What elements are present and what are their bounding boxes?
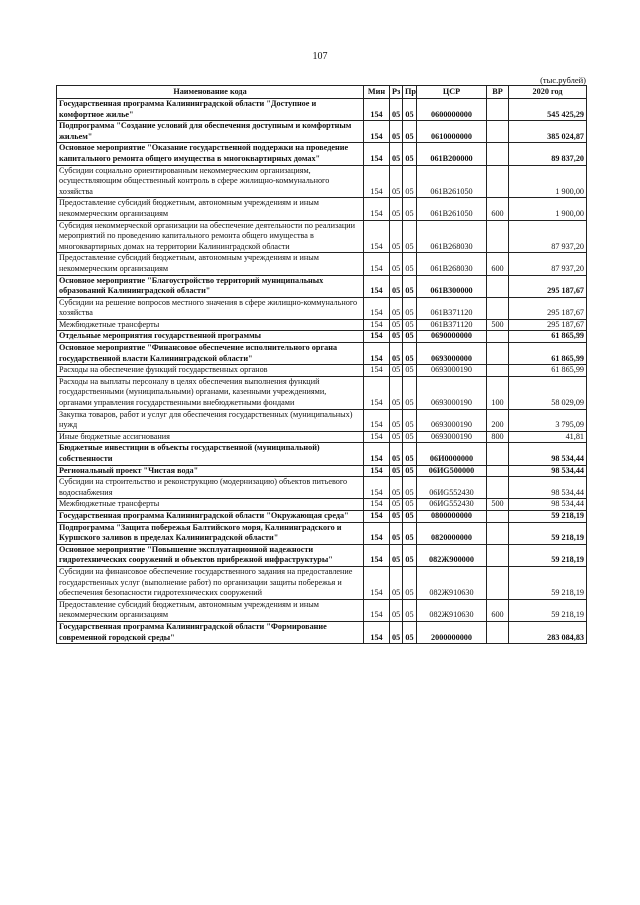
row-pr: 05 <box>403 198 417 220</box>
row-min: 154 <box>364 365 390 377</box>
row-pr: 05 <box>403 465 417 477</box>
table-row <box>57 499 587 511</box>
table-row <box>57 165 587 198</box>
table-row <box>57 621 587 643</box>
row-csr: 082Ж900000 <box>417 544 487 566</box>
header-row <box>57 86 587 99</box>
row-csr: 06И0000000 <box>417 443 487 465</box>
row-min: 154 <box>364 544 390 566</box>
row-sum: 295 187,67 <box>509 319 587 331</box>
row-csr: 061В261050 <box>417 198 487 220</box>
row-pr: 05 <box>403 566 417 599</box>
row-name: Бюджетные инвестиции в объекты государственной (муниципальной) собственности <box>57 443 364 465</box>
row-pr: 05 <box>403 275 417 297</box>
row-name: Отдельные мероприятия государственной программы <box>57 331 364 343</box>
row-sum: 385 024,87 <box>509 121 587 143</box>
row-csr: 082Ж910630 <box>417 599 487 621</box>
table-row <box>57 443 587 465</box>
row-name: Государственная программа Калининградской области "Окружающая среда" <box>57 510 364 522</box>
row-sum: 59 218,19 <box>509 510 587 522</box>
row-vr <box>487 621 509 643</box>
row-min: 154 <box>364 275 390 297</box>
row-pr: 05 <box>403 544 417 566</box>
row-rz: 05 <box>390 409 403 431</box>
row-rz: 05 <box>390 365 403 377</box>
row-pr: 05 <box>403 165 417 198</box>
row-name: Основное мероприятие "Повышение эксплуатационной надежности гидротехнических сооружений и объектов прибрежной инфраструктуры" <box>57 544 364 566</box>
row-name: Подпрограмма "Защита побережья Балтийского моря, Калининградского и Куршского заливов в пределах Калининградской области" <box>57 522 364 544</box>
row-min: 154 <box>364 621 390 643</box>
row-name: Расходы на выплаты персоналу в целях обеспечения выполнения функций государственными (муниципальными) органами, казенными учреждениями, органами управления государственными внебюджетными фондами <box>57 376 364 409</box>
row-rz: 05 <box>390 465 403 477</box>
row-pr: 05 <box>403 220 417 253</box>
row-vr: 800 <box>487 431 509 443</box>
row-rz: 05 <box>390 522 403 544</box>
row-min: 154 <box>364 599 390 621</box>
row-name: Субсидии на решение вопросов местного значения в сфере жилищно-коммунального хозяйства <box>57 297 364 319</box>
row-sum: 61 865,99 <box>509 331 587 343</box>
row-rz: 05 <box>390 376 403 409</box>
row-sum: 41,81 <box>509 431 587 443</box>
row-sum: 59 218,19 <box>509 544 587 566</box>
row-rz: 05 <box>390 343 403 365</box>
row-sum: 295 187,67 <box>509 275 587 297</box>
page-number: 107 <box>312 51 328 62</box>
row-rz: 05 <box>390 253 403 275</box>
row-rz: 05 <box>390 477 403 499</box>
row-rz: 05 <box>390 431 403 443</box>
table-row <box>57 121 587 143</box>
row-vr: 500 <box>487 319 509 331</box>
row-pr: 05 <box>403 499 417 511</box>
row-min: 154 <box>364 143 390 165</box>
row-sum: 61 865,99 <box>509 343 587 365</box>
row-rz: 05 <box>390 99 403 121</box>
table-row <box>57 343 587 365</box>
row-vr <box>487 522 509 544</box>
table-row <box>57 510 587 522</box>
table-row <box>57 566 587 599</box>
row-rz: 05 <box>390 499 403 511</box>
row-sum: 59 218,19 <box>509 599 587 621</box>
row-csr: 061В268030 <box>417 220 487 253</box>
row-min: 154 <box>364 376 390 409</box>
row-min: 154 <box>364 198 390 220</box>
row-sum: 89 837,20 <box>509 143 587 165</box>
row-sum: 283 084,83 <box>509 621 587 643</box>
row-rz: 05 <box>390 275 403 297</box>
table-row <box>57 431 587 443</box>
row-min: 154 <box>364 331 390 343</box>
row-sum: 59 218,19 <box>509 566 587 599</box>
row-sum: 545 425,29 <box>509 99 587 121</box>
row-pr: 05 <box>403 143 417 165</box>
header-vr: ВР <box>487 86 509 99</box>
budget-table <box>56 85 587 644</box>
row-rz: 05 <box>390 121 403 143</box>
row-pr: 05 <box>403 99 417 121</box>
row-vr <box>487 99 509 121</box>
row-pr: 05 <box>403 319 417 331</box>
row-vr <box>487 143 509 165</box>
row-sum: 98 534,44 <box>509 499 587 511</box>
row-csr: 0800000000 <box>417 510 487 522</box>
row-min: 154 <box>364 499 390 511</box>
row-vr <box>487 477 509 499</box>
table-row <box>57 376 587 409</box>
row-sum: 1 900,00 <box>509 165 587 198</box>
row-pr: 05 <box>403 376 417 409</box>
row-csr: 0600000000 <box>417 99 487 121</box>
row-csr: 061В371120 <box>417 319 487 331</box>
row-csr: 0610000000 <box>417 121 487 143</box>
row-sum: 87 937,20 <box>509 253 587 275</box>
row-pr: 05 <box>403 331 417 343</box>
row-min: 154 <box>364 343 390 365</box>
row-vr <box>487 510 509 522</box>
row-vr <box>487 544 509 566</box>
row-pr: 05 <box>403 409 417 431</box>
table-row <box>57 465 587 477</box>
row-min: 154 <box>364 165 390 198</box>
row-vr: 600 <box>487 198 509 220</box>
row-csr: 06ИG552430 <box>417 499 487 511</box>
row-name: Основное мероприятие "Оказание государственной поддержки на проведение капитального ремонта общего имущества в многоквартирных домах" <box>57 143 364 165</box>
row-rz: 05 <box>390 198 403 220</box>
row-csr: 0693000190 <box>417 365 487 377</box>
row-vr <box>487 566 509 599</box>
table-row <box>57 220 587 253</box>
row-name: Межбюджетные трансферты <box>57 499 364 511</box>
row-sum: 1 900,00 <box>509 198 587 220</box>
row-pr: 05 <box>403 365 417 377</box>
row-rz: 05 <box>390 331 403 343</box>
row-sum: 295 187,67 <box>509 297 587 319</box>
row-vr <box>487 275 509 297</box>
row-sum: 59 218,19 <box>509 522 587 544</box>
row-rz: 05 <box>390 621 403 643</box>
row-min: 154 <box>364 220 390 253</box>
row-csr: 06ИG552430 <box>417 477 487 499</box>
row-csr: 061В371120 <box>417 297 487 319</box>
row-name: Подпрограмма "Создание условий для обеспечения доступным и комфортным жильем" <box>57 121 364 143</box>
table-row <box>57 544 587 566</box>
row-rz: 05 <box>390 319 403 331</box>
row-vr: 500 <box>487 499 509 511</box>
row-name: Предоставление субсидий бюджетным, автономным учреждениям и иным некоммерческим организациям <box>57 599 364 621</box>
row-vr <box>487 443 509 465</box>
row-csr: 061В268030 <box>417 253 487 275</box>
row-name: Субсидии социально ориентированным некоммерческим организациям, осуществляющим общественный контроль в сфере жилищно-коммунального хозяйства <box>57 165 364 198</box>
row-name: Предоставление субсидий бюджетным, автономным учреждениям и иным некоммерческим организациям <box>57 253 364 275</box>
row-pr: 05 <box>403 477 417 499</box>
table-row <box>57 331 587 343</box>
table-row <box>57 99 587 121</box>
row-pr: 05 <box>403 431 417 443</box>
table-row <box>57 253 587 275</box>
row-rz: 05 <box>390 510 403 522</box>
row-vr <box>487 297 509 319</box>
row-csr: 06ИG500000 <box>417 465 487 477</box>
row-rz: 05 <box>390 443 403 465</box>
header-year: 2020 год <box>509 86 587 99</box>
row-min: 154 <box>364 409 390 431</box>
row-min: 154 <box>364 297 390 319</box>
row-min: 154 <box>364 477 390 499</box>
row-min: 154 <box>364 253 390 275</box>
row-rz: 05 <box>390 544 403 566</box>
row-csr: 2000000000 <box>417 621 487 643</box>
table-row <box>57 275 587 297</box>
row-name: Региональный проект "Чистая вода" <box>57 465 364 477</box>
row-pr: 05 <box>403 253 417 275</box>
row-min: 154 <box>364 319 390 331</box>
row-name: Основное мероприятие "Финансовое обеспечение исполнительного органа государственной власти Калининградской области" <box>57 343 364 365</box>
row-pr: 05 <box>403 343 417 365</box>
table-row <box>57 319 587 331</box>
row-rz: 05 <box>390 297 403 319</box>
row-vr: 600 <box>487 599 509 621</box>
header-min: Мин <box>364 86 390 99</box>
row-csr: 061В200000 <box>417 143 487 165</box>
row-csr: 061В261050 <box>417 165 487 198</box>
row-vr: 100 <box>487 376 509 409</box>
row-csr: 0693000000 <box>417 343 487 365</box>
row-sum: 3 795,09 <box>509 409 587 431</box>
row-vr <box>487 465 509 477</box>
row-name: Расходы на обеспечение функций государственных органов <box>57 365 364 377</box>
table-row <box>57 477 587 499</box>
row-vr <box>487 365 509 377</box>
header-pr: Пр <box>403 86 417 99</box>
row-pr: 05 <box>403 621 417 643</box>
row-pr: 05 <box>403 121 417 143</box>
row-min: 154 <box>364 510 390 522</box>
row-csr: 082Ж910630 <box>417 566 487 599</box>
table-row <box>57 522 587 544</box>
row-vr <box>487 121 509 143</box>
row-vr: 600 <box>487 253 509 275</box>
row-vr <box>487 331 509 343</box>
row-name: Межбюджетные трансферты <box>57 319 364 331</box>
row-rz: 05 <box>390 566 403 599</box>
row-min: 154 <box>364 431 390 443</box>
row-csr: 0690000000 <box>417 331 487 343</box>
row-sum: 87 937,20 <box>509 220 587 253</box>
row-vr <box>487 220 509 253</box>
row-name: Государственная программа Калининградской области "Формирование современной городской среды" <box>57 621 364 643</box>
row-sum: 98 534,44 <box>509 477 587 499</box>
row-sum: 58 029,09 <box>509 376 587 409</box>
row-csr: 061В300000 <box>417 275 487 297</box>
row-min: 154 <box>364 99 390 121</box>
row-name: Государственная программа Калининградской области "Доступное и комфортное жилье" <box>57 99 364 121</box>
row-name: Закупка товаров, работ и услуг для обеспечения государственных (муниципальных) нужд <box>57 409 364 431</box>
header-name: Наименование кода <box>57 86 364 99</box>
row-vr <box>487 165 509 198</box>
table-row <box>57 599 587 621</box>
row-vr: 200 <box>487 409 509 431</box>
header-rz: Рз <box>390 86 403 99</box>
row-vr <box>487 343 509 365</box>
table-row <box>57 198 587 220</box>
row-rz: 05 <box>390 220 403 253</box>
table-row <box>57 143 587 165</box>
row-name: Субсидии на финансовое обеспечение государственного задания на предоставление государственных услуг (выполнение работ) по организации защиты побережья и обеспечения безопасности гидротехнических сооружений <box>57 566 364 599</box>
row-csr: 0693000190 <box>417 409 487 431</box>
table-row <box>57 297 587 319</box>
row-sum: 98 534,44 <box>509 443 587 465</box>
row-min: 154 <box>364 566 390 599</box>
row-sum: 98 534,44 <box>509 465 587 477</box>
row-csr: 0820000000 <box>417 522 487 544</box>
row-min: 154 <box>364 443 390 465</box>
row-min: 154 <box>364 465 390 477</box>
row-name: Субсидии на строительство и реконструкцию (модернизацию) объектов питьевого водоснабжения <box>57 477 364 499</box>
row-rz: 05 <box>390 143 403 165</box>
table-row <box>57 365 587 377</box>
row-pr: 05 <box>403 599 417 621</box>
row-sum: 61 865,99 <box>509 365 587 377</box>
row-min: 154 <box>364 522 390 544</box>
row-pr: 05 <box>403 297 417 319</box>
row-rz: 05 <box>390 599 403 621</box>
row-name: Предоставление субсидий бюджетным, автономным учреждениям и иным некоммерческим организациям <box>57 198 364 220</box>
row-pr: 05 <box>403 510 417 522</box>
row-csr: 0693000190 <box>417 376 487 409</box>
table-row <box>57 409 587 431</box>
row-csr: 0693000190 <box>417 431 487 443</box>
row-name: Субсидия некоммерческой организации на обеспечение деятельности по реализации мероприятий по проведению капитального ремонта общего имущества в многоквартирных домах на территории Калининградской области <box>57 220 364 253</box>
header-csr: ЦСР <box>417 86 487 99</box>
row-pr: 05 <box>403 443 417 465</box>
row-name: Иные бюджетные ассигнования <box>57 431 364 443</box>
row-pr: 05 <box>403 522 417 544</box>
row-name: Основное мероприятие "Благоустройство территорий муниципальных образований Калининградской области" <box>57 275 364 297</box>
row-min: 154 <box>364 121 390 143</box>
row-rz: 05 <box>390 165 403 198</box>
units-label: (тыс.рублей) <box>540 75 586 85</box>
